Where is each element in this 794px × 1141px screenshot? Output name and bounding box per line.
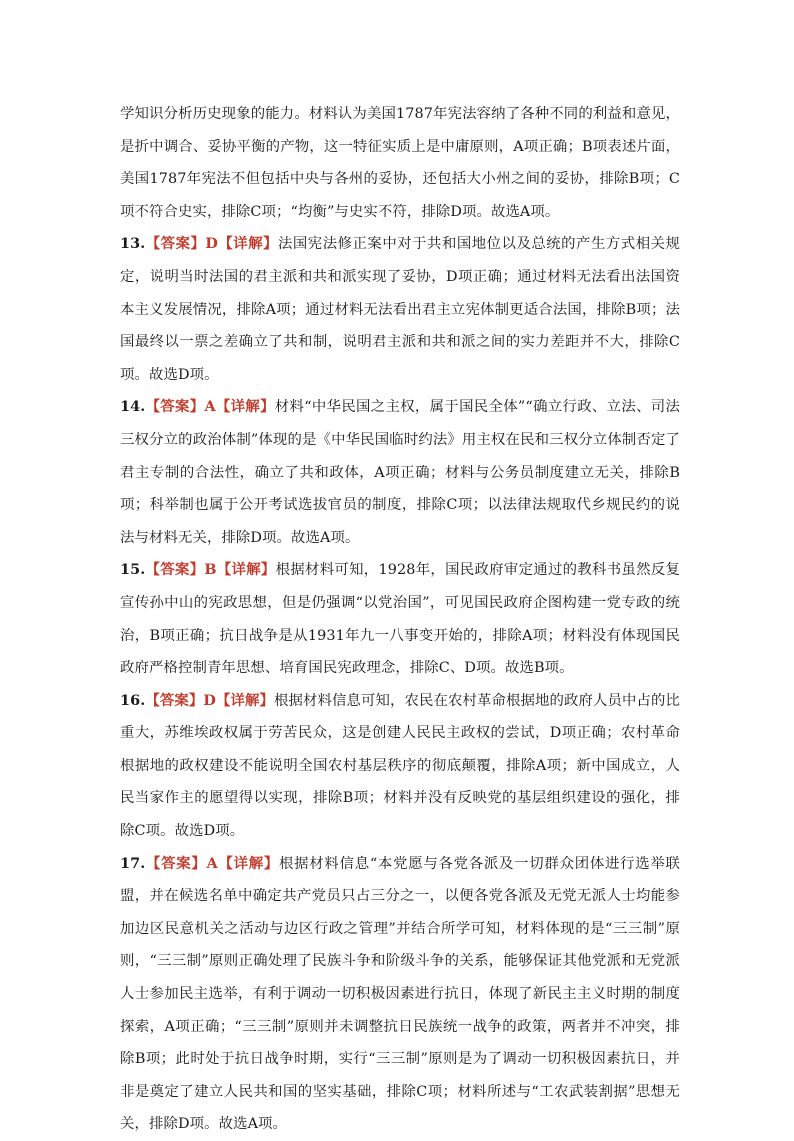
answer-item-15 <box>120 554 680 684</box>
answer-letter: A <box>204 398 216 416</box>
question-number: 14. <box>120 398 146 416</box>
explanation-text: 根据材料可知，1928年，国民政府审定通过的教科书虽然反复宣传孙中山的宪政思想，但是仍强调“以党治国”，可见国民政府企图构建一党专政的统治，B项正确；抗日战争是从1931年九一八事变开始的，排除A项；材料没有体现国民政府严格控制青年思想、培育国民宪政理念，排除C、D项。故选B项。 <box>120 562 681 677</box>
answer-item-13 <box>120 228 680 391</box>
paragraph-continuation <box>120 98 680 228</box>
explain-tag: 【详解】 <box>217 854 280 872</box>
answer-item-17 <box>120 848 680 1141</box>
explain-tag: 【详解】 <box>215 398 275 416</box>
answer-letter: B <box>204 561 217 579</box>
answer-tag: 【答案】 <box>145 561 205 579</box>
answer-tag: 【答案】 <box>145 235 206 253</box>
question-number: 17. <box>120 854 146 872</box>
explanation-text: 材料“中华民国之主权，属于国民全体”“确立行政、立法、司法三权分立的政治体制”体现的是《中华民国临时约法》用主权在民和三权分立体制否定了君主专制的合法性，确立了共和政体，A项正确；材料与公务员制度建立无关，排除B项；科举制也属于公开考试选拔官员的制度，排除C项；以法律法规取代乡规民约的说法与材料无关，排除D项。故选A项。 <box>120 399 680 546</box>
answer-item-14 <box>120 391 680 554</box>
answer-letter: A <box>206 854 218 872</box>
explain-tag: 【详解】 <box>216 561 276 579</box>
question-number: 13. <box>120 235 146 253</box>
answer-letter: D <box>203 691 216 709</box>
explanation-text: 法国宪法修正案中对于共和国地位以及总统的产生方式相关规定，说明当时法国的君主派和共和派实现了妥协，D项正确；通过材料无法看出法国资本主义发展情况，排除A项；通过材料无法看出君主立宪体制更适合法国，排除B项；法国最终以一票之差确立了共和制，说明君主派和共和派之间的实力差距并不大，排除C项。故选D项。 <box>120 236 680 383</box>
paragraph-text: 学知识分析历史现象的能力。材料认为美国1787年宪法容纳了各种不同的利益和意见，是折中调合、妥协平衡的产物，这一特征实质上是中庸原则，A项正确；B项表述片面，美国1787年宪法不但包括中央与各州的妥协，还包括大小州之间的妥协，排除B项；C项不符合史实，排除C项；“均衡”与史实不符，排除D项。故选A项。 <box>120 106 680 220</box>
explain-tag: 【详解】 <box>217 235 278 253</box>
answer-tag: 【答案】 <box>145 398 205 416</box>
explanation-text: 根据材料信息“本党愿与各党各派及一切群众团体进行选举联盟，并在候选名单中确定共产党员只占三分之一，以便各党各派及无党无派人士均能参加边区民意机关之活动与边区行政之管理”并结合所学可知，材料体现的是“三三制”原则，“三三制”原则正确处理了民族斗争和阶级斗争的关系，能够保证其他党派和无党派人士参加民主选举，有利于调动一切积极因素进行抗日，体现了新民主主义时期的制度探索，A项正确；“三三制”原则并未调整抗日民族统一战争的政策，两者并不冲突，排除B项；此时处于抗日战争时期，实行“三三制”原则是为了调动一切积极因素抗日，并非是奠定了建立人民共和国的坚实基础，排除C项；材料所述与“工农武装割据”思想无关，排除D项。故选A项。 <box>120 855 681 1133</box>
answer-tag: 【答案】 <box>145 691 204 709</box>
answer-tag: 【答案】 <box>145 854 207 872</box>
question-number: 16. <box>120 691 146 709</box>
question-number: 15. <box>120 561 146 579</box>
explanation-text: 根据材料信息可知，农民在农村革命根据地的政府人员中占的比重大，苏维埃政权属于劳苦民众，这是创建人民民主政权的尝试，D项正确；农村革命根据地的政权建设不能说明全国农村基层秩序的彻底颠覆，排除A项；新中国成立，人民当家作主的愿望得以实现，排除B项；材料并没有反映党的基层组织建设的强化，排除C项。故选D项。 <box>120 692 680 840</box>
explain-tag: 【详解】 <box>215 691 274 709</box>
answer-letter: D <box>205 235 218 253</box>
answer-item-16 <box>120 685 680 848</box>
